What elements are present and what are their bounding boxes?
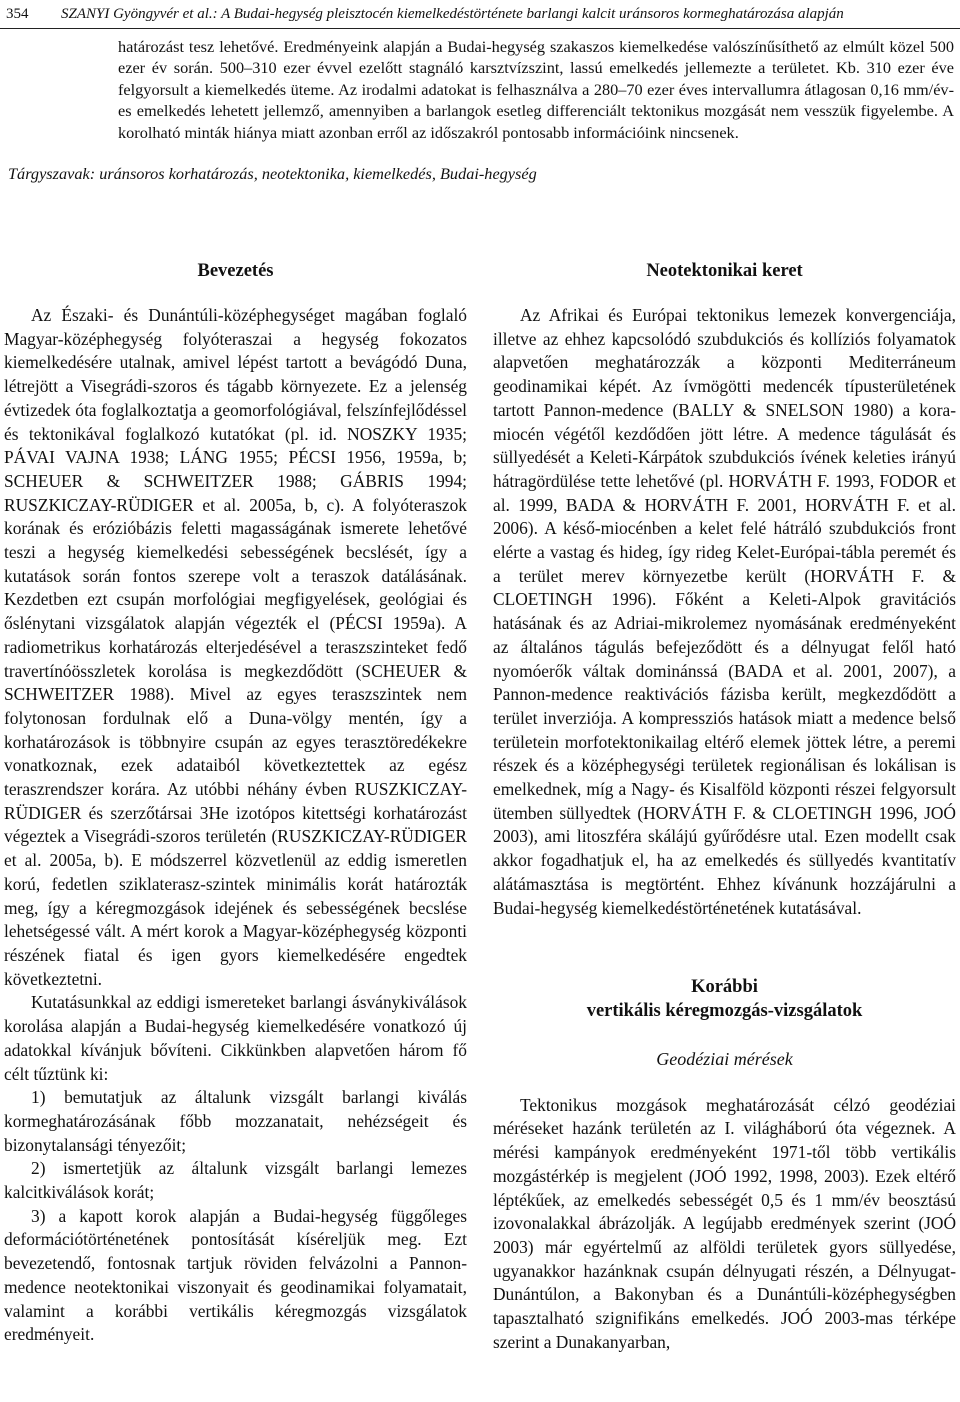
section-heading-bevezetes: Bevezetés xyxy=(197,261,274,281)
abstract xyxy=(118,36,954,143)
running-head xyxy=(6,4,954,26)
paragraph: Tektonikus mozgások meghatározását célzó geodéziai méréseket hazánk területén az I. világháború óta végeznek. A mérési kampányok eredményeként 1971-től több vertikális mozgástérkép is megjelent (JOÓ 1992, 1998, 2003). Ezek eltérő léptékűek, az emelkedés sebességét 0,5 és 1 mm/év beosztású izovonalakkal ábrázolják. A legújabb eredmények szerint (JOÓ 2003) már egyértelmű az alföldi területek gyors süllyedése, ugyanakkor hazánknak csupán délnyugati részén, a Délnyugat-Dunántúlon, a Bakonyban és a Dunántúli-középhegységben tapasztalható szignifikáns emelkedés. JOÓ 2003-mas térképe szerint a Dunakanyarban, xyxy=(493,1094,956,1352)
section-heading-korabbi xyxy=(493,976,956,1023)
list-item: 3) a kapott korok alapján a Budai-hegység függőleges deformációtörténetének pontosítását kíséreljük meg. Ezt bevezetendő, fontosnak tartjuk röviden felvázolni a Pannon-medence neotektonikai viszonyait és geodinamikai folyamatait, valamint a korábbi vertikális kéregmozgás vizsgálatok eredményeit. xyxy=(4,1205,467,1345)
keywords: Tárgyszavak: uránsoros korhatározás, neotektonika, kiemelkedés, Budai-hegység xyxy=(8,164,537,183)
list-item: 2) ismertetjük az általunk vizsgált barlangi lemezes kalcitkiválások korát; xyxy=(4,1158,467,1203)
header-rule xyxy=(0,28,960,29)
heading-line: Korábbi xyxy=(691,977,758,998)
page-number: 354 xyxy=(6,6,29,22)
abstract-text: határozást tesz lehetővé. Eredményeink alapján a Budai-hegység szakaszos kiemelkedése valószínűsíthető az elmúlt közel 500 ezer év során. 500–310 ezer évvel ezelőtt stagnáló karsztvízszint, lassú emelkedés jellemezte a területet. Kb. 310 ezer éve felgyorsult a kiemelkedés üteme. Az irodalmi adatokat is felhasználva a 280–70 ezer éves intervallumra átlagosan 0,16 mm/év-es emelkedés lehetett jellemző, amennyiben a barlangok esetleg differenciált tektonikus mozgását nem vesszük figyelembe. A korolható minták hiánya miatt azonban erről az időszakról pontosabb információink nincsenek. xyxy=(118,37,954,142)
section-heading-neotektonikai: Neotektonikai keret xyxy=(646,261,803,281)
paragraph: Az Északi- és Dunántúli-középhegységet magában foglaló Magyar-középhegység folyóteraszai a hegység fokozatos kiemelkedésére utalnak, amivel lépést tartott a bevágódó Duna, létrejött a Visegrádi-szoros és tágabb környezete. Ez a jelenség évtizedek óta foglalkoztatja a geomorfológiával, felszínfejlődéssel és tektonikával foglalkozó kutatókat (pl. id. NOSZKY 1935; PÁVAI VAJNA 1938; LÁNG 1955; PÉCSI 1956, 1959a, b; SCHEUER & SCHWEITZER 1988; GÁBRIS 1994; RUSZKICZAY-RÜDIGER et al. 2005a, b, c). A folyóteraszok korának és erózióbázis feletti magasságának ismerete lehetővé teszi a hegység kiemelkedési sebességének becslését, így a kutatások során fontos szerepe volt a teraszok datálásának. Kezdetben ezt csupán morfológiai megfigyelések, geológiai és őslénytani vizsgálatok alapján végezték el (PÉCSI 1959a). A radiometrikus korhatározás elterjedésével a teraszszinteket fedő travertínóösszletek korolása is megkezdődött (SCHEUER & SCHWEITZER 1988). Mivel az egyes teraszszintek nem folytonosan fordulnak elő a Duna-völgy mentén, így a korhatározások is többnyire csupán az egyes terasztöredékekre vonatkoznak, ezek adataiból következtettek az egész teraszrendszer korára. Az utóbbi néhány évben RUSZKICZAY-RÜDIGER és szerzőtársai 3He izotópos kitettségi korhatározást végeztek a Visegrádi-szoros területén (RUSZKICZAY-RÜDIGER et al. 2005a, b). E módszerrel közvetlenül az eddig ismeretlen korú, fedetlen sziklaterasz-szintek minimális korát határozták meg, így a kéregmozgások idejének és sebességének becslése lehetségessé vált. A mért korok a Magyar-középhegység központi részének fiatal és igen gyors kiemelkedésére engedtek következtetni. xyxy=(4,305,467,989)
right-column xyxy=(493,256,956,1354)
paragraph: Kutatásunkkal az eddigi ismereteket barlangi ásványkiválások korolása alapján a Budai-hegység kiemelkedésére vonatkozó új adatokkal kívánjuk bővíteni. Cikkünkben alapvetően három fő célt tűztünk ki: xyxy=(4,992,467,1084)
left-column xyxy=(4,256,467,1347)
aims-list xyxy=(4,1086,467,1347)
paragraph: Az Afrikai és Európai tektonikus lemezek konvergenciája, illetve az ehhez kapcsolódó szubdukciós és kollíziós folyamatok alapvetően meghatározzák a központi Mediterráneum geodinamikai képét. Az ívmögötti medencék típusterületének tartott Pannon-medence (BALLY & SNELSON 1980) a kora-miocén végétől kezdődően jött létre. A medence tágulását és süllyedését a Keleti-Kárpátok szubdukciós ívének keleties irányú hátragördülése tette lehetővé (pl. HORVÁTH F. 1993, FODOR et al. 1999, BADA & HORVÁTH F. 2001, HORVÁTH F. et al. 2006). A késő-miocénben a kelet felé hátráló szubdukciós front elérte a vastag és hideg, így rideg Kelet-Európai-tábla peremét és a terület merev környezetbe került (HORVÁTH F. & CLOETINGH 1996). Főként a Keleti-Alpok gravitációs hatásának és az Adriai-mikrolemez nyomásának eredményeként az általános tágulás befejeződött és a délnyugat felől ható nyomóerők váltak dominánssá (BADA et al. 2001, 2007), a Pannon-medence reaktivációs fázisba került, megkezdődött a terület inverziója. A kompressziós hatások miatt a medence belső területein morfotektonikailag eltérő elemek jöttek létre, a peremi részek és a középhegységi területek regionálisan és lokálisan is emelkednek, míg a Nagy- és Kisalföld központi részei felgyorsult ütemben süllyedtek (HORVÁTH F. & CLOETINGH 1996, JOÓ 2003), ami litoszféra skálájú gyűrődésre utal. Ezen modellt csak akkor fogadhatjuk el, ha az emelkedés és süllyedés kvantitatív alátámasztása is megtörtént. Ehhez kívánunk hozzájárulni a Budai-hegység kiemelkedéstörténetének kutatásával. xyxy=(493,305,956,918)
heading-line: vertikális kéregmozgás-vizsgálatok xyxy=(586,1000,863,1021)
list-item: 1) bemutatjuk az általunk vizsgált barlangi kiválás kormeghatározásának főbb mozzanatait, nehézségeit és bizonytalansági tényezőit; xyxy=(4,1087,467,1155)
subheading-geodeziai: Geodéziai mérések xyxy=(656,1048,793,1069)
running-title: SZANYI Gyöngyvér et al.: A Budai-hegység pleisztocén kiemelkedéstörténete barlangi kalcit uránsoros kormeghatározása alapján xyxy=(61,6,844,22)
